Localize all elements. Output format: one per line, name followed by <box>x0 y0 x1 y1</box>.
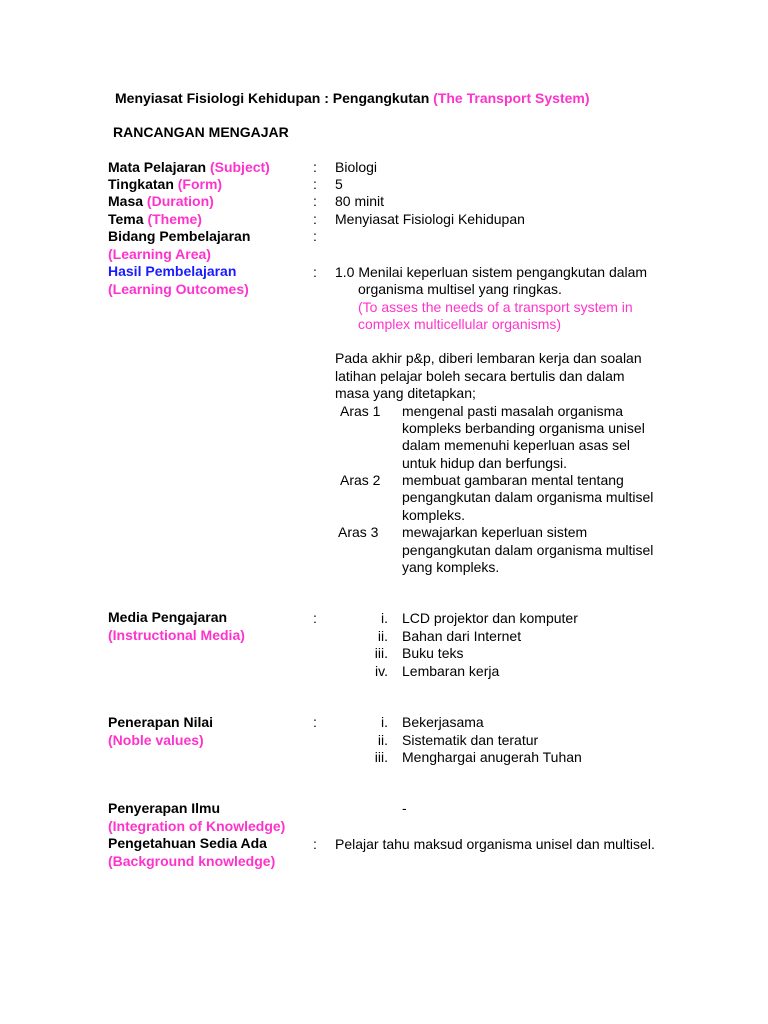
integration-value: - <box>402 800 407 816</box>
list-number: i. <box>381 610 388 626</box>
media-label: Media Pengajaran <box>108 609 228 625</box>
theme-value: Menyiasat Fisiologi Kehidupan <box>335 211 525 227</box>
form-label-en: (Form) <box>177 176 223 192</box>
background-label: Pengetahuan Sedia Ada <box>108 835 267 851</box>
level-text-line: pengangkutan dalam organisma multisel <box>402 542 654 558</box>
list-number: iv. <box>375 663 388 679</box>
level-label: Aras 2 <box>340 472 381 488</box>
outcome-line-2: organisma multisel yang ringkas. <box>358 281 562 297</box>
outcome-paragraph-line: masa yang ditetapkan; <box>335 385 476 401</box>
background-label-en: (Background knowledge) <box>108 853 276 869</box>
level-text-line: pengangkutan dalam organisma multisel <box>402 489 654 505</box>
duration-label <box>108 193 214 210</box>
integration-label: Penyerapan Ilmu <box>108 800 221 816</box>
level-text-line: yang kompleks. <box>402 559 500 575</box>
level-text-line: mengenal pasti masalah organisma <box>402 403 624 419</box>
subject-label-en: (Subject) <box>209 159 270 175</box>
form-colon: : <box>313 176 317 192</box>
list-item: Sistematik dan teratur <box>402 732 539 748</box>
outcome-paragraph-line: Pada akhir p&p, diberi lembaran kerja dan soalan <box>335 350 642 366</box>
level-text-line: mewajarkan keperluan sistem <box>402 524 588 540</box>
form-label <box>108 176 222 193</box>
subject-value: Biologi <box>335 159 378 175</box>
outcome-line-1: 1.0 Menilai keperluan sistem pengangkutan dalam <box>335 264 648 280</box>
duration-value: 80 minit <box>335 193 385 209</box>
list-number: ii. <box>377 628 388 644</box>
level-text-line: dalam memenuhi keperluan asas sel <box>402 437 631 453</box>
level-label: Aras 1 <box>340 403 381 419</box>
theme-label <box>108 211 202 228</box>
theme-label-text: Tema <box>108 211 144 227</box>
learning-area-colon: : <box>313 228 317 244</box>
learning-outcomes-label: Hasil Pembelajaran <box>108 263 237 279</box>
background-value: Pelajar tahu maksud organisma unisel dan multisel. <box>335 836 655 852</box>
level-text-line: membuat gambaran mental tentang <box>402 472 624 488</box>
list-item: Menghargai anugerah Tuhan <box>402 749 582 765</box>
background-colon: : <box>313 836 317 852</box>
subject-label-text: Mata Pelajaran <box>108 159 207 175</box>
outcome-en-line-2: complex multicellular organisms) <box>358 316 562 332</box>
list-number: iii. <box>374 749 388 765</box>
integration-label-en: (Integration of Knowledge) <box>108 818 286 834</box>
level-label: Aras 3 <box>338 524 379 540</box>
values-label: Penerapan Nilai <box>108 714 214 730</box>
duration-colon: : <box>313 193 317 209</box>
form-value: 5 <box>335 176 343 192</box>
list-item: Lembaran kerja <box>402 663 500 679</box>
list-item: LCD projektor dan komputer <box>402 610 578 626</box>
title-english: (The Transport System) <box>433 90 590 106</box>
duration-label-en: (Duration) <box>146 193 214 209</box>
theme-colon: : <box>313 211 317 227</box>
learning-outcomes-label-en: (Learning Outcomes) <box>108 281 249 297</box>
list-number: ii. <box>377 732 388 748</box>
learning-outcomes-colon: : <box>313 264 317 280</box>
outcome-en-line-1: (To asses the needs of a transport system in <box>358 299 633 315</box>
learning-area-label: Bidang Pembelajaran <box>108 228 251 244</box>
level-text-line: untuk hidup dan berfungsi. <box>402 455 568 471</box>
learning-area-label-en: (Learning Area) <box>108 246 211 262</box>
media-label-en: (Instructional Media) <box>108 627 245 643</box>
subject-colon: : <box>313 159 317 175</box>
list-number: i. <box>381 714 388 730</box>
list-item: Bahan dari Internet <box>402 628 522 644</box>
section-heading: RANCANGAN MENGAJAR <box>113 124 289 140</box>
outcome-paragraph-line: latihan pelajar boleh secara bertulis dan dalam <box>335 368 625 384</box>
media-colon: : <box>313 610 317 626</box>
list-number: iii. <box>374 645 388 661</box>
form-label-text: Tingkatan <box>108 176 174 192</box>
list-item: Bekerjasama <box>402 714 484 730</box>
values-label-en: (Noble values) <box>108 732 204 748</box>
level-text-line: kompleks. <box>402 507 466 523</box>
level-text-line: kompleks berbanding organisma unisel <box>402 420 645 436</box>
duration-label-text: Masa <box>108 193 144 209</box>
page-title <box>115 90 590 107</box>
theme-label-en: (Theme) <box>147 211 202 227</box>
values-colon: : <box>313 714 317 730</box>
title-text: Menyiasat Fisiologi Kehidupan : Pengangkutan <box>115 90 430 106</box>
subject-label <box>108 159 270 176</box>
list-item: Buku teks <box>402 645 464 661</box>
